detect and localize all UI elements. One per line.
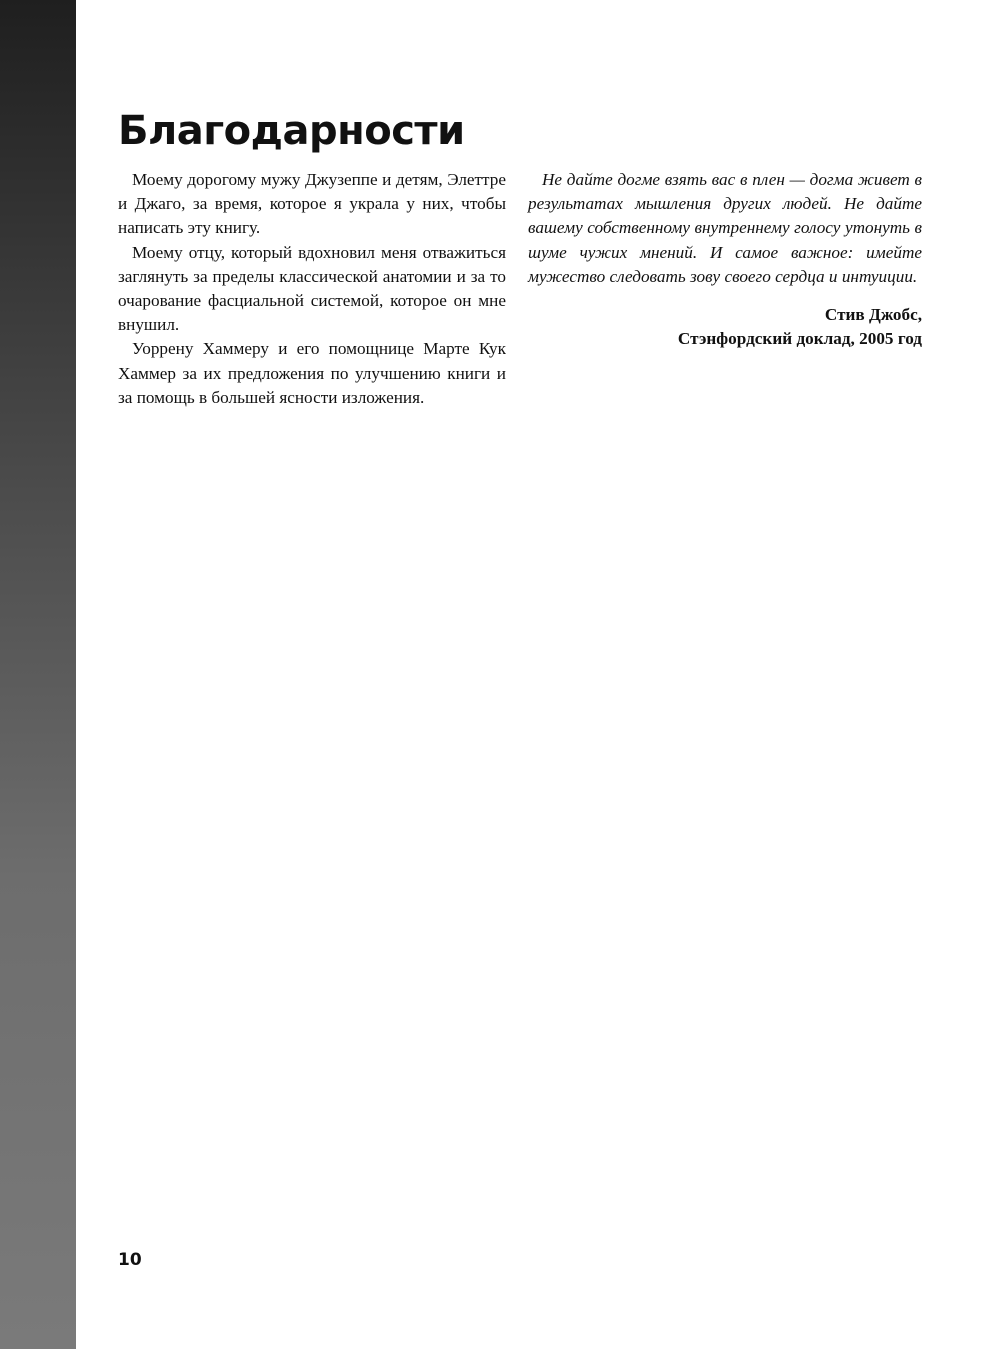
- side-band: [0, 0, 76, 1349]
- acknowledgements-column: [118, 168, 506, 410]
- paragraph: Уоррену Хаммеру и его помощнице Марте Кук Хаммер за их предложения по улучшению книги и за помощь в большей ясности изложения.: [118, 339, 506, 407]
- epigraph-attribution: [528, 303, 922, 351]
- epigraph-author: Стив Джобс,: [824, 305, 922, 325]
- epigraph-column: [528, 168, 922, 351]
- epigraph-quote: Не дайте догме взять вас в плен — догма живет в результатах мышления других людей. Не дайте вашему собственному внутреннему голосу утонуть в шуме чужих мнений. И самое важное: имейте мужество следовать зову своего сердца и интуиции.: [528, 170, 922, 286]
- paragraph: Моему отцу, который вдохновил меня отважиться заглянуть за пределы классической анатомии и за то очарование фасциальной системой, которое он мне внушил.: [118, 242, 506, 335]
- epigraph-source: Стэнфордский доклад, 2005 год: [677, 329, 922, 349]
- page-title: Благодарности: [118, 108, 465, 154]
- paragraph: Моему дорогому мужу Джузеппе и детям, Элеттре и Джаго, за время, которое я украла у них, чтобы написать эту книгу.: [118, 170, 506, 238]
- page-number: 10: [118, 1250, 142, 1270]
